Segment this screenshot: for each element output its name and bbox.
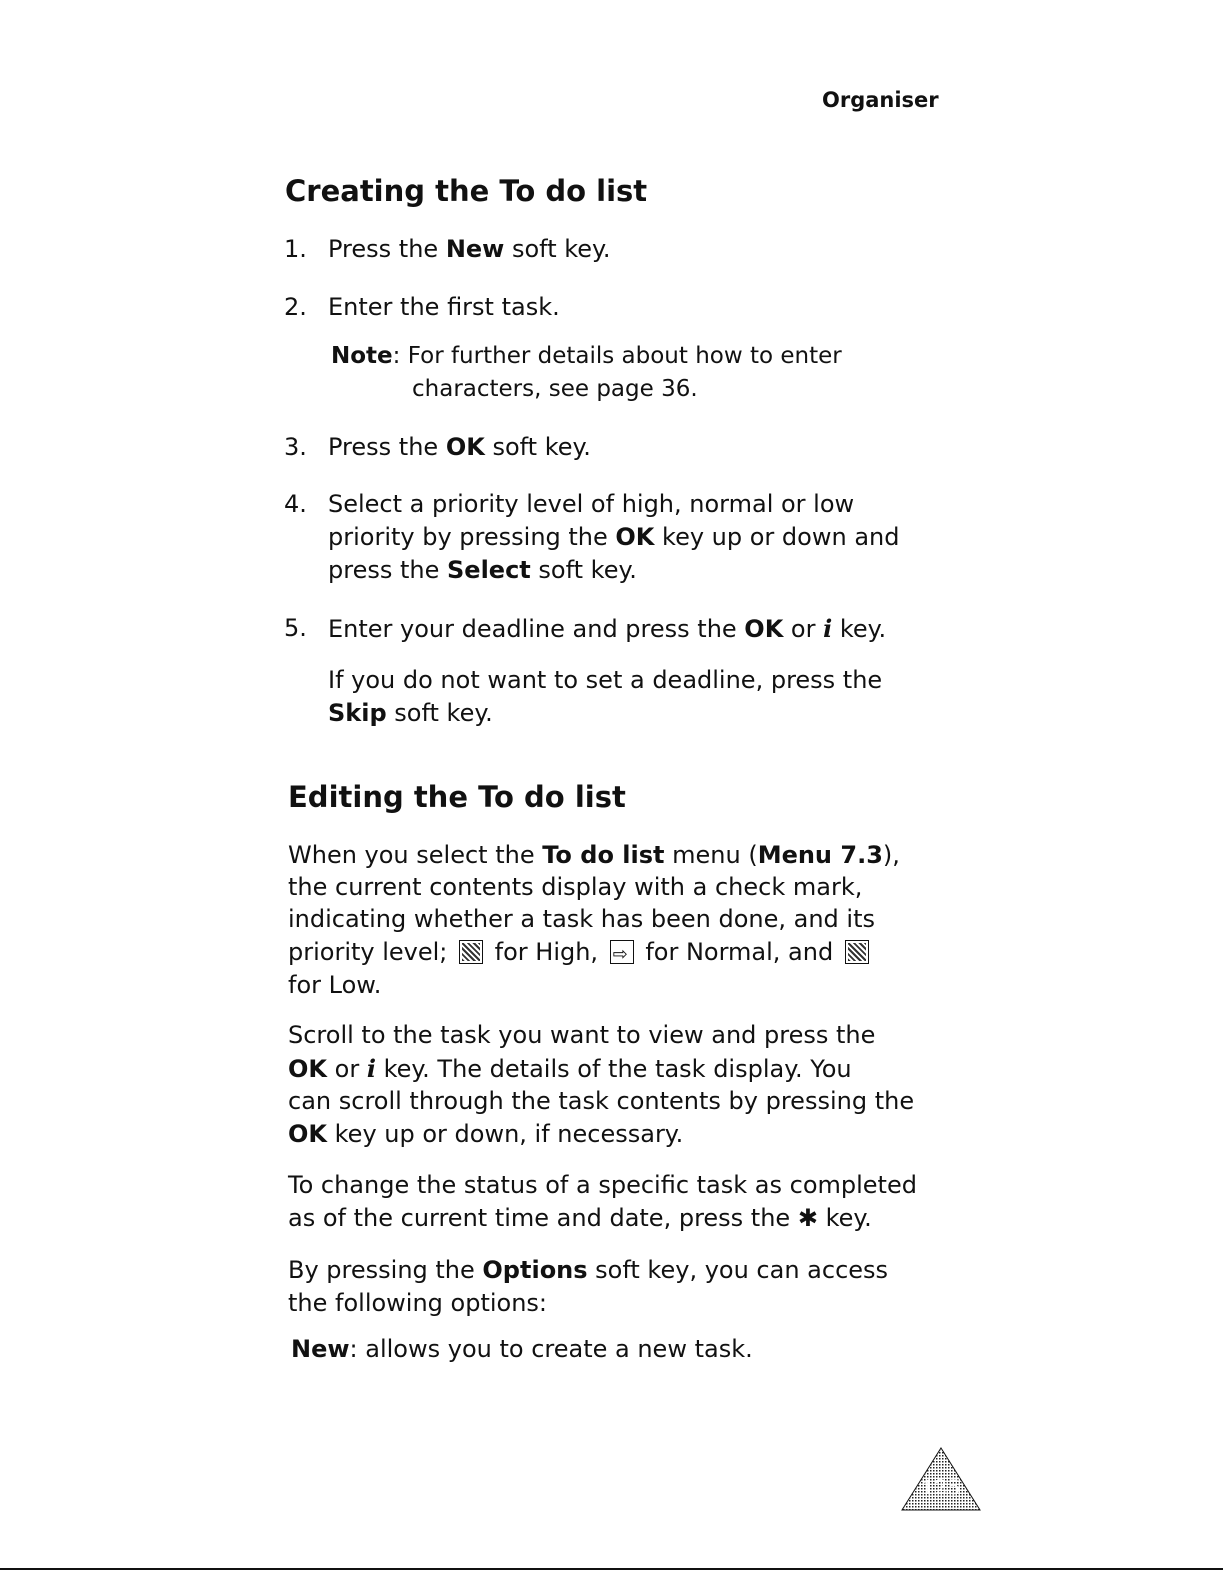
step5-number: 5. [284, 614, 307, 642]
priority-high-icon [459, 940, 483, 964]
note-line2: characters, see page 36. [412, 376, 698, 402]
step4-number: 4. [284, 490, 307, 518]
p4-line2: the following options: [288, 1289, 548, 1317]
p2-line4: OK key up or down, if necessary. [288, 1120, 684, 1148]
star-key-icon: ✱ [797, 1204, 818, 1232]
info-key-icon: i [366, 1054, 376, 1083]
p5-line: New: allows you to create a new task. [291, 1335, 753, 1363]
p2-line1: Scroll to the task you want to view and press the [288, 1021, 876, 1049]
priority-normal-icon [610, 940, 634, 964]
step4-line2: priority by pressing the OK key up or down and [328, 523, 900, 551]
section-header: Organiser [822, 88, 939, 112]
skip-line2: Skip soft key. [328, 699, 493, 727]
p1-line1: When you select the To do list menu (Menu 7.3), [288, 841, 900, 869]
p4-line1: By pressing the Options soft key, you can access [288, 1256, 889, 1284]
step3-text: Press the OK soft key. [328, 433, 591, 461]
p1-line3: indicating whether a task has been done, and its [288, 905, 875, 933]
step1-number: 1. [284, 235, 307, 263]
p3-line1: To change the status of a specific task as completed [288, 1171, 917, 1199]
p1-line2: the current contents display with a check mark, [288, 873, 863, 901]
priority-low-icon [845, 940, 869, 964]
p1-line4: priority level; for High, ⇨ for Normal, and [288, 936, 873, 969]
step5-text: Enter your deadline and press the OK or i key. [328, 614, 887, 643]
p2-line2: OK or i key. The details of the task display. You [288, 1054, 852, 1083]
page-bottom-border [0, 1568, 1223, 1570]
step2-text: Enter the first task. [328, 293, 560, 321]
editing-title: Editing the To do list [288, 780, 626, 814]
step1-text: Press the New soft key. [328, 235, 611, 263]
step4-line1: Select a priority level of high, normal or low [328, 490, 855, 518]
step4-line3: press the Select soft key. [328, 556, 637, 584]
note-label: Note [331, 343, 393, 369]
info-key-icon: i [823, 614, 833, 643]
skip-line1: If you do not want to set a deadline, press the [328, 666, 883, 694]
page-number-triangle [900, 1446, 982, 1512]
creating-title: Creating the To do list [285, 174, 648, 208]
p3-line2: as of the current time and date, press the ✱ key. [288, 1204, 872, 1232]
p2-line3: can scroll through the task contents by pressing the [288, 1087, 915, 1115]
step2-number: 2. [284, 293, 307, 321]
page-number: 125 [921, 1475, 961, 1499]
note-line1: Note: For further details about how to enter [331, 343, 842, 369]
step3-number: 3. [284, 433, 307, 461]
p1-line5: for Low. [288, 971, 382, 999]
